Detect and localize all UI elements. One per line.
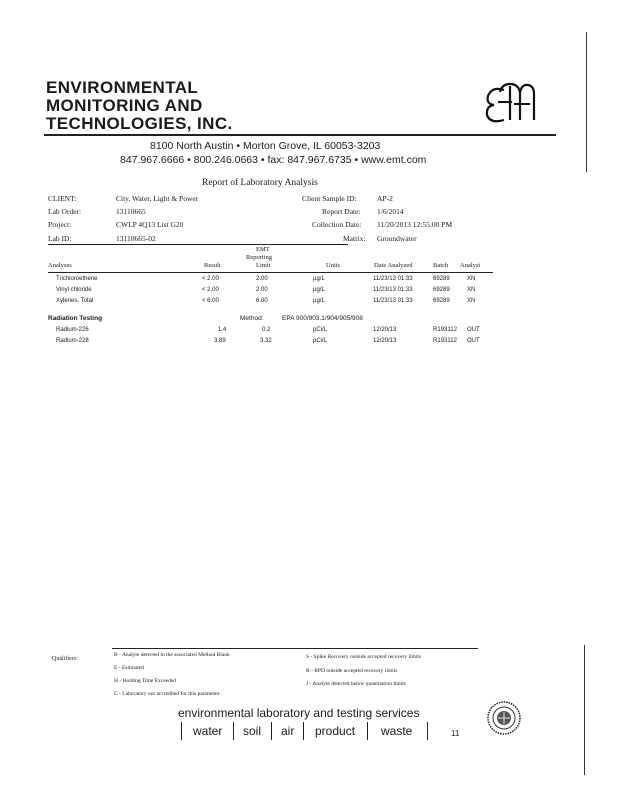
lab-order-label: Lab Order: bbox=[48, 207, 82, 216]
header-analyst: Analyst bbox=[460, 262, 481, 269]
header-rule bbox=[44, 134, 556, 136]
analyst-value: XN bbox=[467, 298, 476, 304]
analyst-value: OUT bbox=[467, 338, 480, 344]
result-value: 3.89 bbox=[214, 338, 226, 344]
result-value: < 2.00 bbox=[202, 287, 219, 293]
footer-divider bbox=[271, 722, 272, 740]
project-label: Project: bbox=[48, 220, 72, 229]
footer-category-waste: waste bbox=[381, 724, 413, 738]
lab-id-value: 13110665-02 bbox=[116, 234, 156, 243]
analyte-name: Trichloroethene bbox=[56, 276, 98, 282]
footer-divider bbox=[303, 722, 304, 740]
qualifier-left-2: E - Estimated bbox=[114, 665, 144, 671]
qualifier-left-4: C - Laboratory not accredited for this parameter bbox=[114, 691, 220, 697]
units-value: pCi/L bbox=[313, 327, 328, 333]
company-address: 8100 North Austin • Morton Grove, IL 60053-3203 bbox=[150, 140, 381, 152]
qualifiers-label: Qualifiers: bbox=[52, 656, 78, 662]
header-reporting: Reporting bbox=[246, 254, 272, 261]
page-number: 11 bbox=[451, 729, 460, 738]
emt-logo-icon bbox=[478, 80, 538, 126]
sample-id-label: Client Sample ID: bbox=[302, 194, 357, 203]
limit-value: 2.00 bbox=[256, 287, 268, 293]
radiation-heading: Radiation Testing bbox=[48, 315, 103, 322]
project-value: CWLP 4Q13 List G20 bbox=[116, 220, 184, 229]
footer-divider bbox=[367, 722, 368, 740]
analyte-name: Radium-226 bbox=[56, 327, 89, 333]
date-value: 11/23/13 01:33 bbox=[373, 287, 413, 293]
date-value: 12/20/13 bbox=[373, 327, 397, 333]
company-name-line-1: ENVIRONMENTAL bbox=[46, 78, 199, 97]
batch-value: 69289 bbox=[433, 276, 450, 282]
sample-id-value: AP-2 bbox=[377, 194, 393, 203]
analyte-name: Radium-228 bbox=[56, 338, 89, 344]
footer-category-air: air bbox=[281, 724, 295, 738]
qualifier-left-1: B - Analyte detected in the associated Method Blank bbox=[114, 652, 230, 658]
batch-value: 69289 bbox=[433, 298, 450, 304]
batch-value: R193112 bbox=[433, 327, 457, 333]
company-name-line-3: TECHNOLOGIES, INC. bbox=[46, 114, 233, 133]
footer-category-product: product bbox=[315, 724, 356, 738]
method-label: Method: bbox=[240, 315, 264, 322]
analyte-name: Xylenes, Total bbox=[56, 298, 94, 304]
date-value: 11/23/13 01:33 bbox=[373, 276, 413, 282]
table-header-rule bbox=[48, 272, 493, 273]
qualifiers-rule bbox=[112, 648, 478, 649]
footer-tagline: environmental laboratory and testing services bbox=[178, 706, 420, 720]
scan-edge-line-bottom bbox=[584, 645, 585, 775]
qualifier-right-3: J - Analyte detected below quantitation limits bbox=[306, 681, 406, 687]
analyst-value: OUT bbox=[467, 327, 480, 333]
result-value: < 6.00 bbox=[202, 298, 219, 304]
result-value: 1.4 bbox=[218, 327, 227, 333]
qualifier-right-1: S - Spike Recovery outside accepted recovery limits bbox=[306, 654, 422, 660]
batch-value: R193112 bbox=[433, 338, 457, 344]
header-date-analyzed: Date Analyzed bbox=[374, 262, 413, 269]
method-value: EPA 900/903.1/904/905/908 bbox=[282, 315, 363, 322]
report-date-value: 1/6/2014 bbox=[377, 207, 404, 216]
batch-value: 69289 bbox=[433, 287, 450, 293]
units-value: pCi/L bbox=[313, 338, 328, 344]
lab-id-underline bbox=[48, 244, 348, 245]
collection-date-label: Collection Date: bbox=[312, 220, 362, 229]
lab-order-value: 13110665 bbox=[116, 207, 146, 216]
header-emt: EMT bbox=[256, 246, 270, 253]
limit-value: 3.32 bbox=[260, 338, 272, 344]
accreditation-seal-icon bbox=[486, 700, 522, 736]
header-limit: Limit bbox=[256, 262, 271, 269]
client-value: City, Water, Light & Power bbox=[116, 194, 199, 203]
footer-divider bbox=[233, 722, 234, 740]
report-title: Report of Laboratory Analysis bbox=[202, 178, 318, 188]
analyst-value: XN bbox=[467, 276, 476, 282]
date-value: 12/20/13 bbox=[373, 338, 397, 344]
footer-category-water: water bbox=[193, 724, 223, 738]
units-value: µg/L bbox=[313, 298, 325, 304]
analyst-value: XN bbox=[467, 287, 476, 293]
lab-id-label: Lab ID: bbox=[48, 234, 72, 243]
footer-category-soil: soil bbox=[243, 724, 262, 738]
company-name-line-2: MONITORING AND bbox=[46, 96, 203, 115]
header-analyses: Analyses bbox=[48, 262, 72, 269]
footer-divider bbox=[181, 722, 182, 740]
company-phones: 847.967.6666 • 800.246.0663 • fax: 847.967.6735 • www.emt.com bbox=[120, 154, 427, 166]
result-value: < 2.00 bbox=[202, 276, 219, 282]
limit-value: 2.00 bbox=[256, 276, 268, 282]
footer-divider bbox=[427, 722, 428, 740]
header-units: Units bbox=[326, 262, 341, 269]
date-value: 11/23/13 01:33 bbox=[373, 298, 413, 304]
qualifier-right-2: R - RPD outside accepted recovery limits bbox=[306, 668, 398, 674]
client-label: CLIENT: bbox=[48, 194, 77, 203]
report-date-label: Report Date: bbox=[322, 207, 361, 216]
matrix-value: Groundwater bbox=[377, 234, 417, 243]
collection-date-value: 11/20/2013 12:55:00 PM bbox=[377, 220, 453, 229]
header-result: Result bbox=[204, 262, 221, 269]
scan-edge-line-top bbox=[586, 32, 587, 172]
header-batch: Batch bbox=[433, 262, 449, 269]
limit-value: 0.2 bbox=[262, 327, 271, 333]
units-value: µg/L bbox=[313, 287, 325, 293]
limit-value: 6.00 bbox=[256, 298, 268, 304]
units-value: µg/L bbox=[313, 276, 325, 282]
matrix-label: Matrix: bbox=[343, 234, 366, 243]
qualifier-left-3: H - Holding Time Exceeded bbox=[114, 678, 177, 684]
analyte-name: Vinyl chloride bbox=[56, 287, 92, 293]
